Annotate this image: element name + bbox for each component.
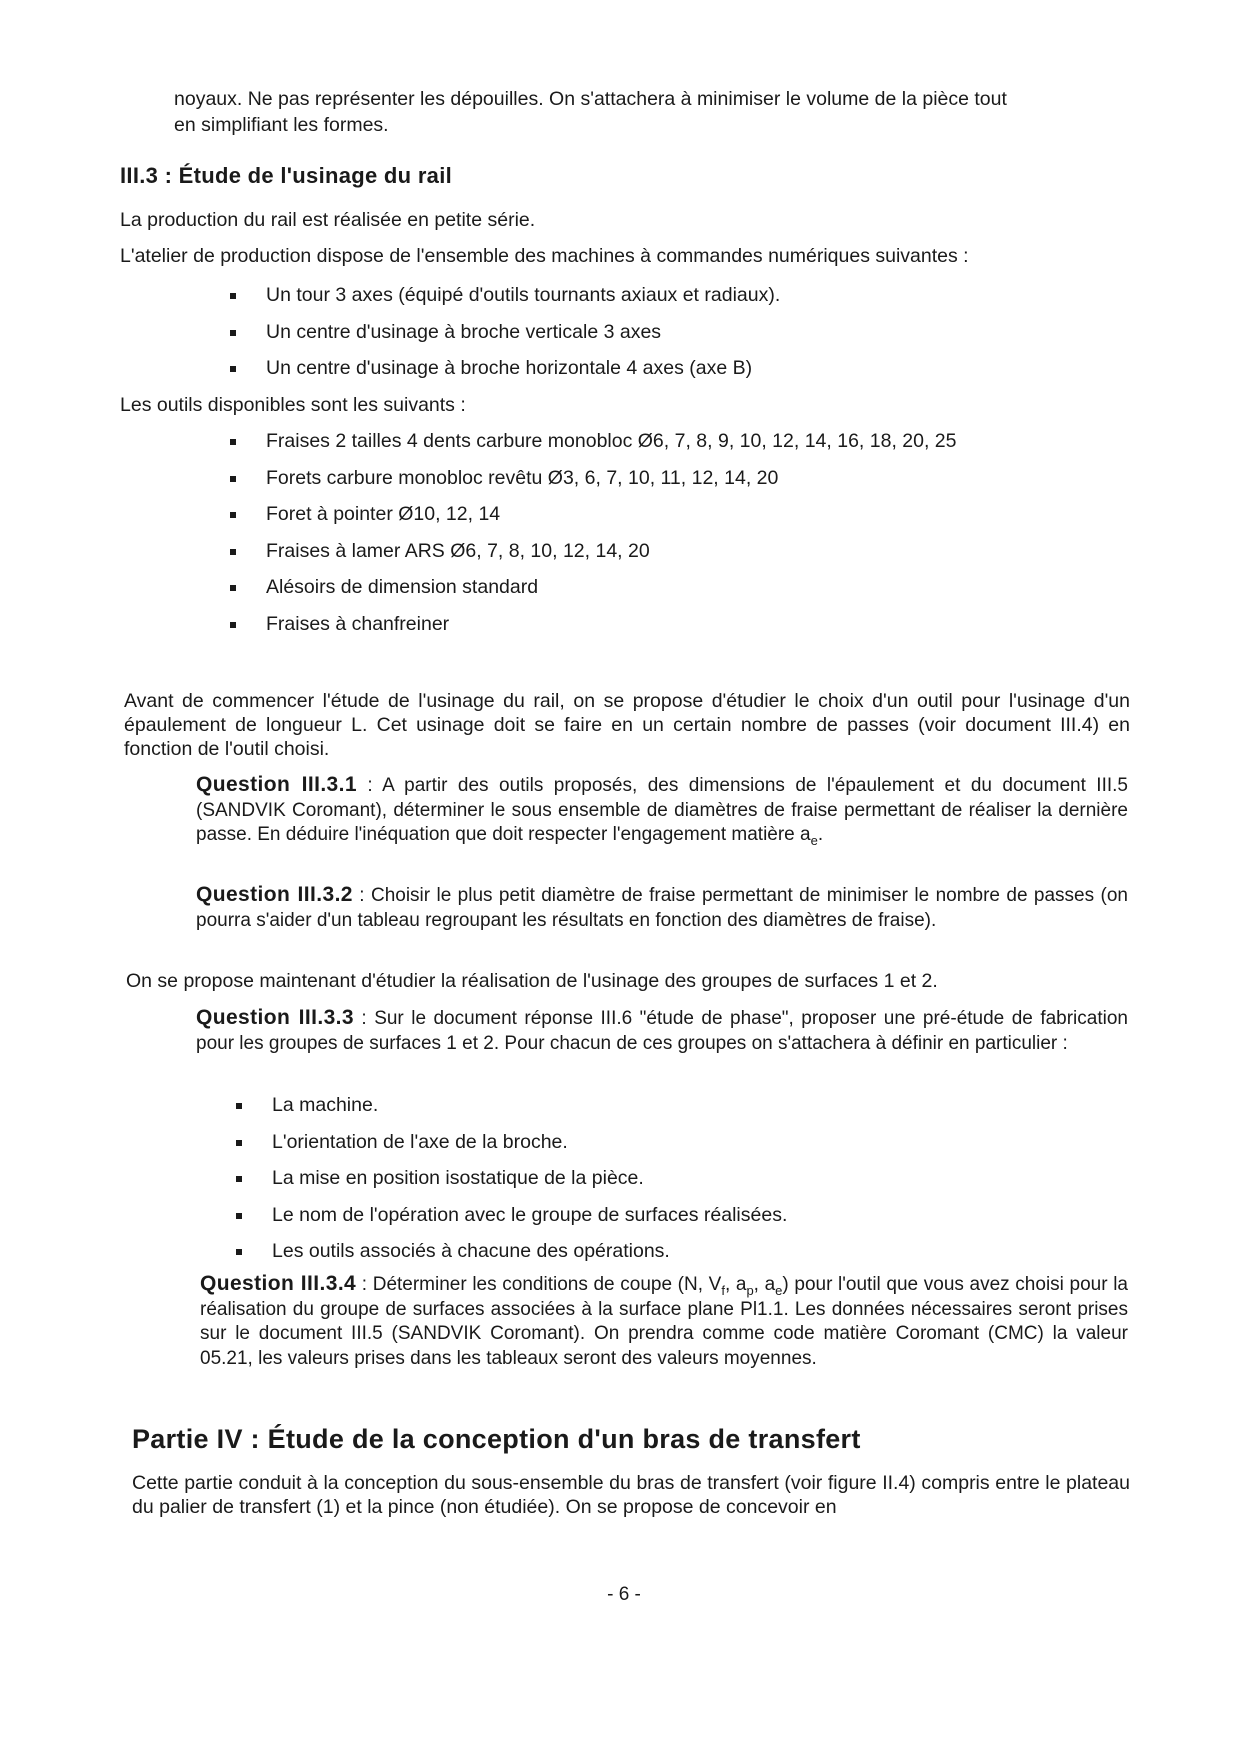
list-item: Un tour 3 axes (équipé d'outils tournants axiaux et radiaux).	[230, 283, 780, 320]
section-title: III.3 : Étude de l'usinage du rail	[120, 163, 453, 188]
bullet-icon	[230, 366, 236, 372]
bullet-icon	[230, 330, 236, 336]
bullet-icon	[230, 439, 236, 445]
list-item: Fraises 2 tailles 4 dents carbure monobloc Ø6, 7, 8, 9, 10, 12, 14, 16, 18, 20, 25	[230, 429, 957, 466]
question-3-3-1: Question III.3.1 : A partir des outils proposés, des dimensions de l'épaulement et du document III.5 (SANDVIK Coromant), déterminer le sous ensemble de diamètres de fraise permettant de réaliser la dernière passe. En déduire l'inéquation que doit respecter l'engagement matière $a_e$.	[196, 773, 1128, 848]
bullet-icon	[230, 476, 236, 482]
question-3-3-3: Question III.3.3 : Sur le document réponse III.6 "étude de phase", proposer une pré-étude de fabrication pour les groupes de surfaces 1 et 2. Pour chacun de ces groupes on s'attachera à définir en particulier :	[196, 1006, 1128, 1054]
list-item: Un centre d'usinage à broche verticale 3 axes	[230, 320, 780, 357]
bullet-icon	[236, 1140, 242, 1146]
list-item: Fraises à chanfreiner	[230, 612, 957, 649]
machines-list	[230, 283, 780, 393]
production-text: La production du rail est réalisée en petite série.	[120, 209, 536, 231]
list-item: La mise en position isostatique de la pièce.	[236, 1166, 787, 1203]
list-item: Foret à pointer Ø10, 12, 14	[230, 502, 957, 539]
bullet-icon	[230, 549, 236, 555]
bullet-icon	[236, 1176, 242, 1182]
bullet-icon	[236, 1213, 242, 1219]
list-item: Un centre d'usinage à broche horizontale 4 axes (axe B)	[230, 356, 780, 393]
part-iv-title: Partie IV : Étude de la conception d'un bras de transfert	[132, 1424, 861, 1454]
atelier-text: L'atelier de production dispose de l'ensemble des machines à commandes numériques suivantes :	[120, 245, 969, 267]
bullet-icon	[230, 622, 236, 628]
tools-list	[230, 429, 957, 649]
bullet-icon	[230, 512, 236, 518]
intro-line-1: noyaux. Ne pas représenter les dépouilles. On s'attachera à minimiser le volume de la pièce tout	[174, 88, 1007, 110]
list-item: L'orientation de l'axe de la broche.	[236, 1130, 787, 1167]
q3-items-list	[236, 1093, 787, 1276]
question-label: Question III.3.1	[196, 773, 357, 796]
intro-line-2: en simplifiant les formes.	[174, 114, 389, 136]
bullet-icon	[230, 293, 236, 299]
list-item: Le nom de l'opération avec le groupe de surfaces réalisées.	[236, 1203, 787, 1240]
bullet-icon	[230, 585, 236, 591]
bullet-icon	[236, 1249, 242, 1255]
question-label: Question III.3.2	[196, 883, 353, 906]
list-item: Fraises à lamer ARS Ø6, 7, 8, 10, 12, 14, 20	[230, 539, 957, 576]
bullet-icon	[236, 1103, 242, 1109]
question-3-3-2: Question III.3.2 : Choisir le plus petit diamètre de fraise permettant de minimiser le nombre de passes (on pourra s'aider d'un tableau regroupant les résultats en fonction des diamètres de fraise).	[196, 883, 1128, 931]
tools-intro: Les outils disponibles sont les suivants :	[120, 394, 466, 416]
list-item: Les outils associés à chacune des opérations.	[236, 1239, 787, 1276]
avant-paragraph: Avant de commencer l'étude de l'usinage du rail, on se propose d'étudier le choix d'un outil pour l'usinage d'un épaulement de longueur L. Cet usinage doit se faire en un certain nombre de passes (voir document III.4) en fonction de l'outil choisi.	[124, 690, 1130, 760]
question-label: Question III.3.4	[200, 1272, 357, 1295]
on-se-propose-text: On se propose maintenant d'étudier la réalisation de l'usinage des groupes de surfaces 1 et 2.	[126, 970, 938, 992]
question-label: Question III.3.3	[196, 1006, 354, 1029]
page-number: - 6 -	[607, 1584, 641, 1605]
list-item: Forets carbure monobloc revêtu Ø3, 6, 7, 10, 11, 12, 14, 20	[230, 466, 957, 503]
list-item: La machine.	[236, 1093, 787, 1130]
question-3-3-4: Question III.3.4 : Déterminer les conditions de coupe (N, $V_f$, $a_p$, $a_e$) pour l'outil que vous avez choisi pour la réalisation du groupe de surfaces associées à la surface plane Pl1.1. Les données nécessaires seront prises sur le document III.5 (SANDVIK Coromant). On prendra comme code matière Coromant (CMC) la valeur 05.21, les valeurs prises dans les tableaux seront des valeurs moyennes.	[200, 1272, 1128, 1369]
part-iv-paragraph: Cette partie conduit à la conception du sous-ensemble du bras de transfert (voir figure II.4) compris entre le plateau du palier de transfert (1) et la pince (non étudiée). On se propose de concevoir en	[132, 1472, 1130, 1518]
list-item: Alésoirs de dimension standard	[230, 575, 957, 612]
